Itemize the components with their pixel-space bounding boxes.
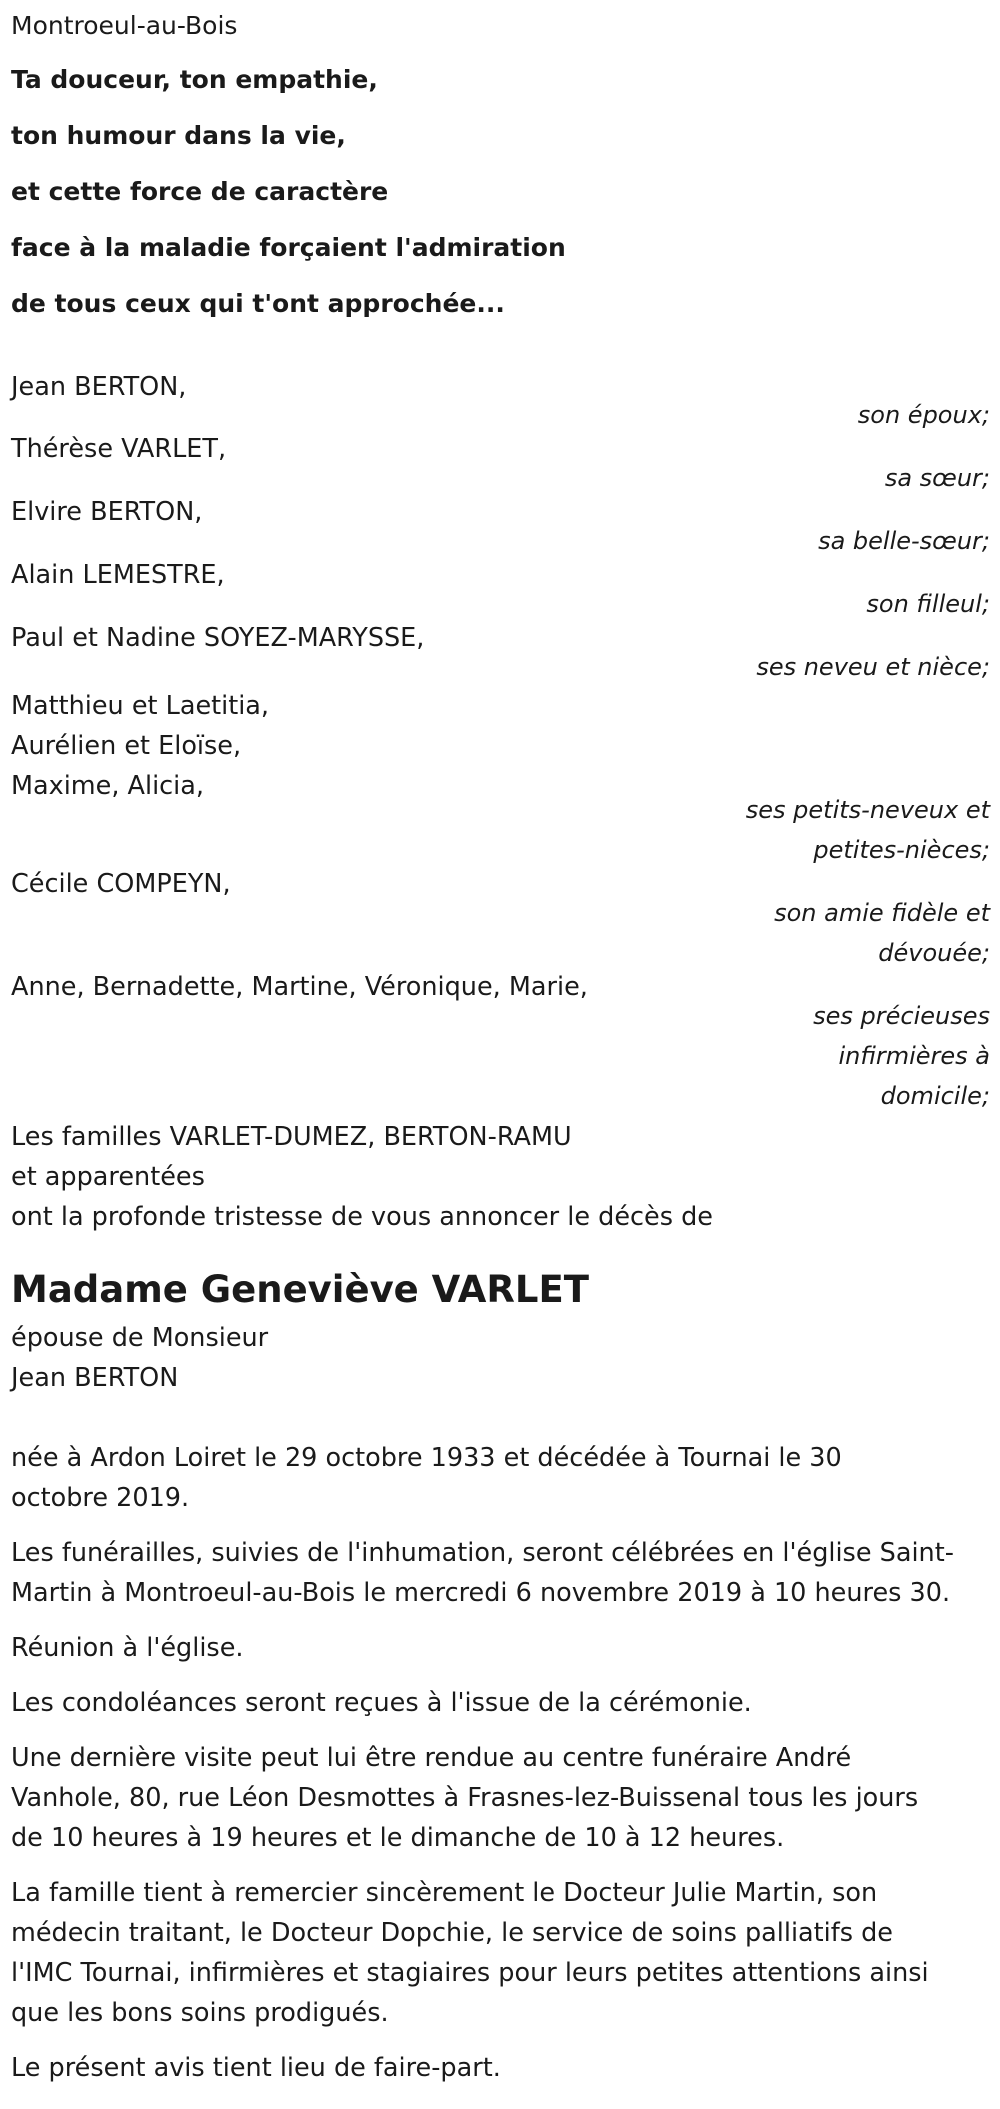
mourner-relation: ses neveu et nièce;: [756, 653, 990, 681]
mourner-name: Elvire BERTON,: [11, 497, 203, 527]
mourner-relation: son époux;: [857, 401, 990, 429]
deceased-name: Madame Geneviève VARLET: [11, 1268, 589, 1311]
mourner-name: Cécile COMPEYN,: [11, 869, 231, 899]
mourner-relation: son filleul;: [866, 590, 990, 618]
mourner-relation: ses petits-neveux et petites-nièces;: [745, 796, 990, 864]
mourner-relation: ses précieuses infirmières à domicile;: [813, 1002, 990, 1110]
thanks-paragraph: La famille tient à remercier sincèrement le Docteur Julie Martin, son médecin traitant, le Docteur Dopchie, le service de soins palliatifs de l'IMC Tournai, infirmières et stagiaires pour leurs petites attentions ainsi que les bons soins prodigués.: [11, 1878, 929, 2028]
mourner-name: Jean BERTON,: [11, 372, 187, 402]
poem-line: Ta douceur, ton empathie,: [11, 65, 378, 94]
mourner-relation: son amie fidèle et dévouée;: [774, 899, 990, 967]
mourner-relation: sa sœur;: [884, 464, 990, 492]
poem-line: ton humour dans la vie,: [11, 121, 346, 150]
mourner-name: Paul et Nadine SOYEZ-MARYSSE,: [11, 623, 425, 653]
poem-line: face à la maladie forçaient l'admiration: [11, 233, 566, 262]
condolences-paragraph: Les condoléances seront reçues à l'issue de la cérémonie.: [11, 1688, 752, 1718]
gathering-paragraph: Réunion à l'église.: [11, 1633, 244, 1663]
families-announcement: Les familles VARLET-DUMEZ, BERTON-RAMU et apparentées ont la profonde tristesse de vous annoncer le décès de: [11, 1122, 713, 1232]
spouse-info: épouse de Monsieur Jean BERTON: [11, 1323, 269, 1393]
funeral-paragraph: Les funérailles, suivies de l'inhumation, seront célébrées en l'église Saint- Martin à Montroeul-au-Bois le mercredi 6 novembre 2019 à 10 heures 30.: [11, 1538, 954, 1608]
poem-line: de tous ceux qui t'ont approchée...: [11, 289, 505, 318]
mourner-name: Anne, Bernadette, Martine, Véronique, Marie,: [11, 972, 588, 1002]
visit-paragraph: Une dernière visite peut lui être rendue au centre funéraire André Vanhole, 80, rue Léon Desmottes à Frasnes-lez-Buissenal tous les jours de 10 heures à 19 heures et le dimanche de 10 à 12 heures.: [11, 1743, 919, 1853]
birth-death-paragraph: née à Ardon Loiret le 29 octobre 1933 et décédée à Tournai le 30 octobre 2019.: [11, 1443, 842, 1513]
mourner-name: Alain LEMESTRE,: [11, 560, 225, 590]
poem-line: et cette force de caractère: [11, 177, 389, 206]
mourner-relation: sa belle-sœur;: [818, 527, 990, 555]
notice-paragraph: Le présent avis tient lieu de faire-part.: [11, 2053, 501, 2083]
mourner-names-group: Matthieu et Laetitia, Aurélien et Eloïse, Maxime, Alicia,: [11, 691, 270, 801]
mourner-name: Thérèse VARLET,: [11, 434, 227, 464]
town-name: Montroeul-au-Bois: [11, 11, 238, 40]
